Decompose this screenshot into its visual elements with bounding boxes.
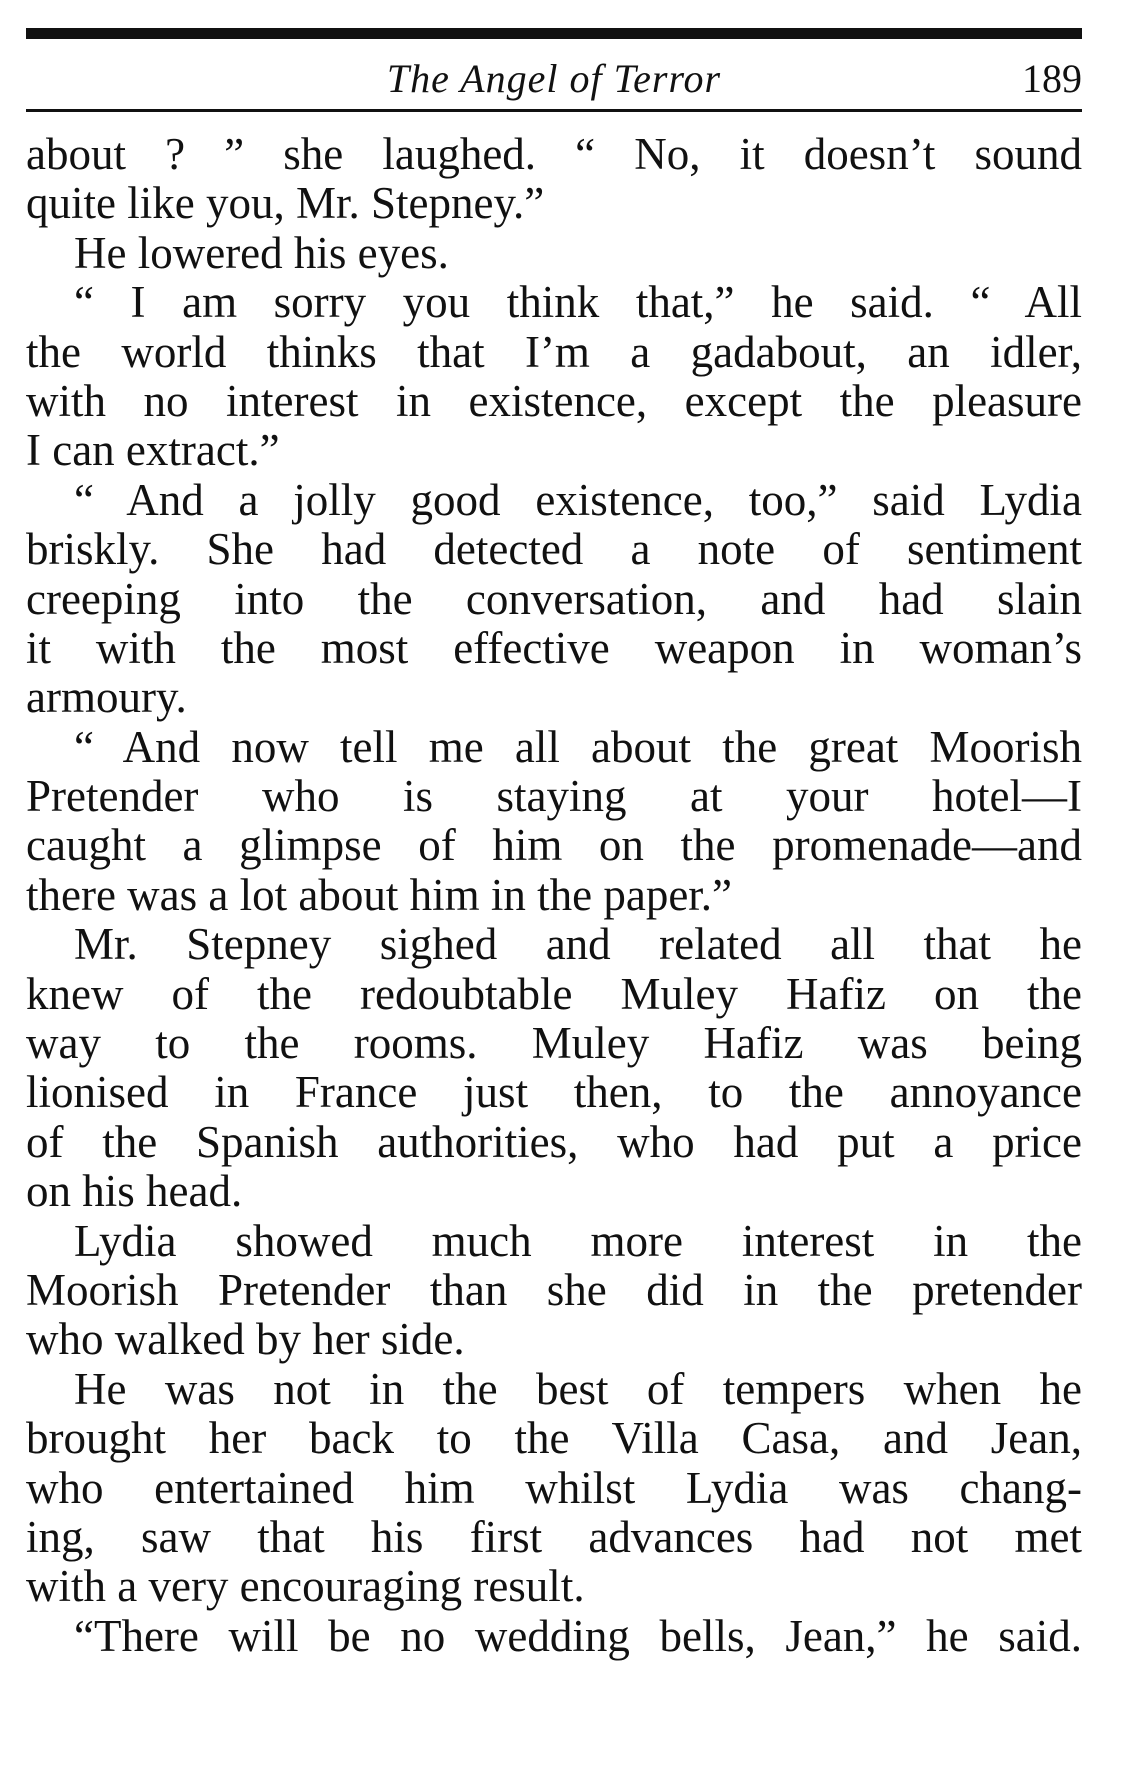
- text-line: armoury.: [26, 672, 187, 723]
- text-line: Lydia showed much more interest in the: [74, 1215, 1082, 1266]
- text-line: ing, saw that his first advances had not met: [26, 1511, 1082, 1562]
- text-line: with a very encouraging result.: [26, 1561, 585, 1612]
- top-rule: [26, 28, 1082, 39]
- text-line: who walked by her side.: [26, 1314, 465, 1365]
- body-text: [26, 130, 1082, 1661]
- text-line: the world thinks that I’m a gadabout, an idler,: [26, 326, 1082, 377]
- book-page: [26, 28, 1082, 1748]
- text-line: about ? ” she laughed. “ No, it doesn’t sound: [26, 129, 1082, 179]
- text-line: “ And now tell me all about the great Moorish: [74, 721, 1082, 772]
- text-line: He was not in the best of tempers when he: [74, 1363, 1082, 1414]
- page-number: 189: [1022, 56, 1082, 101]
- text-line: on his head.: [26, 1166, 243, 1217]
- header-rule: [26, 109, 1082, 112]
- text-line: caught a glimpse of him on the promenade—and: [26, 820, 1082, 871]
- text-line: He lowered his eyes.: [74, 227, 449, 278]
- text-line: brought her back to the Villa Casa, and Jean,: [26, 1413, 1082, 1464]
- text-line: there was a lot about him in the paper.”: [26, 869, 733, 920]
- text-line: quite like you, Mr. Stepney.”: [26, 178, 545, 229]
- running-head: [26, 45, 1082, 109]
- text-line: Moorish Pretender than she did in the pretender: [26, 1264, 1082, 1315]
- text-line: Mr. Stepney sighed and related all that he: [74, 919, 1082, 970]
- text-line: with no interest in existence, except the pleasure: [26, 375, 1082, 426]
- text-line: of the Spanish authorities, who had put a price: [26, 1116, 1082, 1167]
- text-line: “ I am sorry you think that,” he said. “ All: [74, 277, 1082, 328]
- running-title: The Angel of Terror: [386, 56, 722, 101]
- text-line: knew of the redoubtable Muley Hafiz on the: [26, 968, 1082, 1019]
- text-line: “There will be no wedding bells, Jean,” he said.: [74, 1610, 1082, 1661]
- text-line: briskly. She had detected a note of sentiment: [26, 524, 1082, 575]
- text-line: way to the rooms. Muley Hafiz was being: [26, 1018, 1082, 1069]
- text-line: who entertained him whilst Lydia was chang-: [26, 1462, 1082, 1513]
- text-line: lionised in France just then, to the annoyance: [26, 1067, 1082, 1118]
- text-line: “ And a jolly good existence, too,” said Lydia: [74, 474, 1082, 525]
- text-line: it with the most effective weapon in woman’s: [26, 622, 1082, 673]
- text-line: Pretender who is staying at your hotel—I: [26, 771, 1082, 822]
- text-line: creeping into the conversation, and had slain: [26, 573, 1082, 624]
- text-line: I can extract.”: [26, 425, 280, 476]
